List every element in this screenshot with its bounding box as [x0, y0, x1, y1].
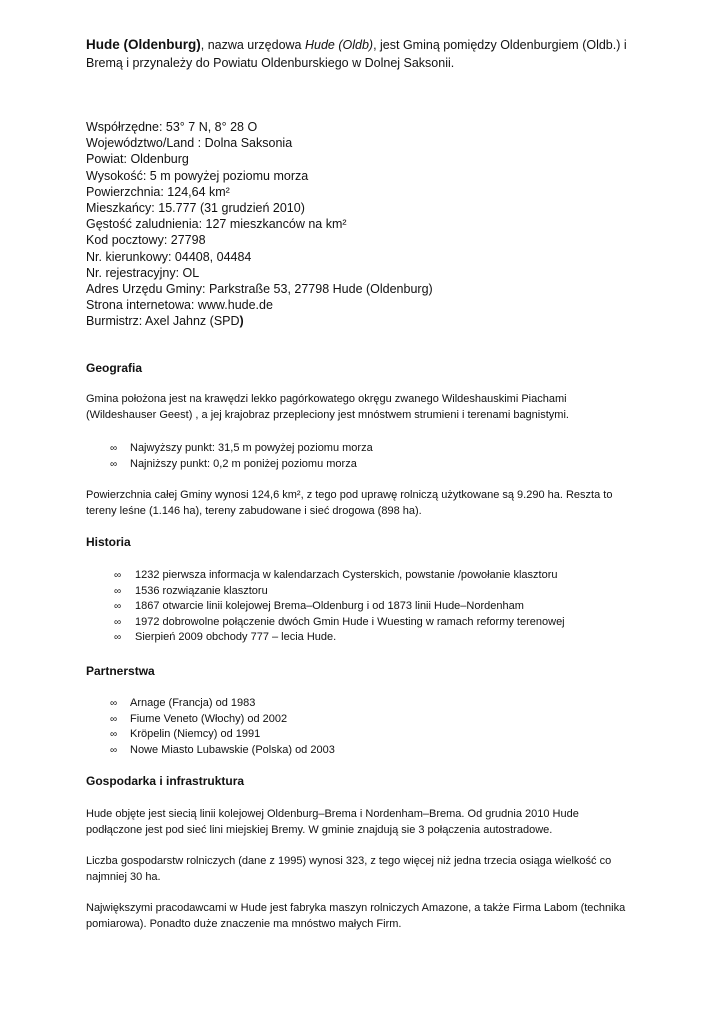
fact-coordinates: Współrzędne: 53° 7 N, 8° 28 O [86, 120, 258, 134]
fact-registration: Nr. rejestracyjny: OL [86, 265, 200, 280]
bullet-glyph: ∞ [110, 729, 118, 740]
list-item: ∞ 1867 otwarcie linii kolejowej Brema–Oldenburg i od 1873 linii Hude–Nordenham [114, 599, 565, 615]
partnerstwa-bullet-list [110, 696, 335, 758]
gospodarka-p3-line-2: pomiarowa). Ponadto duże znaczenie ma mnóstwo małych Firm. [86, 918, 402, 930]
fact-area-code: Nr. kierunkowy: 04408, 04484 [86, 249, 252, 264]
list-item: ∞ Sierpień 2009 obchody 777 – lecia Hude. [114, 630, 565, 646]
mayor-text: Burmistrz: Axel Jahnz (SPD [86, 314, 240, 329]
fact-state: Województwo/Land : Dolna Saksonia [86, 136, 293, 151]
heading-gospodarka: Gospodarka i infrastruktura [86, 774, 245, 788]
facts-list [86, 119, 646, 330]
gospodarka-p2-line-1: Liczba gospodarstw rolniczych (dane z 1995) wynosi 323, z tego więcej niż jedna trzecia osiąga wielkość co [86, 855, 612, 867]
fact-website: Strona internetowa: www.hude.de [86, 298, 273, 313]
fact-district: Powiat: Oldenburg [86, 152, 189, 167]
bullet-glyph: ∞ [114, 585, 122, 597]
geografia-paragraph-1 [86, 391, 626, 423]
fact-postal-code: Kod pocztowy: 27798 [86, 233, 206, 248]
gospodarka-paragraph-2 [86, 853, 626, 885]
intro-paragraph [86, 36, 646, 72]
gospodarka-p2-line-2: najmniej 30 ha. [86, 871, 161, 883]
document-title: Hude (Oldenburg) [86, 37, 201, 52]
list-item: ∞ Nowe Miasto Lubawskie (Polska) od 2003 [110, 743, 335, 759]
mayor-paren: ) [239, 314, 244, 329]
intro-line-2: Bremą i przynależy do Powiatu Oldenburskiego w Dolnej Saksonii. [86, 56, 455, 70]
intro-text-b: , jest Gminą pomiędzy Oldenburgiem (Oldb.) i [373, 38, 627, 52]
intro-text-a: , nazwa urzędowa [200, 38, 305, 52]
geografia-bullet-list [110, 441, 373, 472]
bullet-glyph: ∞ [114, 570, 122, 581]
bullet-glyph: ∞ [110, 458, 118, 470]
bullet-glyph: ∞ [110, 744, 118, 756]
gospodarka-p1-line-2: podłączone jest pod sieć lini miejskiej Bremy. W gminie znajdują sie 3 połączenia autostradowe. [86, 824, 553, 836]
geografia-p1-line-1: Gmina położona jest na krawędzi lekko pagórkowatego okręgu zwanego Wildeshauskimi Piachami [86, 393, 567, 405]
fact-population: Mieszkańcy: 15.777 (31 grudzień 2010) [86, 201, 305, 216]
fact-office-address: Adres Urzędu Gminy: Parkstraße 53, 27798 Hude (Oldenburg) [86, 282, 433, 297]
bullet-glyph: ∞ [114, 632, 122, 643]
list-item: ∞ 1536 rozwiązanie klasztoru [114, 584, 565, 600]
list-item: ∞ Arnage (Francja) od 1983 [110, 696, 335, 712]
bullet-glyph: ∞ [114, 616, 122, 628]
historia-bullet-list [114, 568, 565, 646]
list-item: ∞ Najniższy punkt: 0,2 m poniżej poziomu morza [110, 457, 373, 473]
geografia-p2-line-1: Powierzchnia całej Gminy wynosi 124,6 km², z tego pod uprawę rolniczą użytkowane są 9.290 ha. Reszta to [86, 489, 613, 501]
official-name: Hude (Oldb) [304, 38, 374, 52]
fact-mayor [86, 313, 646, 329]
list-item: ∞ Najwyższy punkt: 31,5 m powyżej poziomu morza [110, 441, 373, 457]
fact-density: Gęstość zaludnienia: 127 mieszkanców na km² [86, 217, 347, 232]
geografia-p1-line-2: (Wildeshauser Geest) , a jej krajobraz przepleciony jest mnóstwem strumieni i terenami bagnistymi. [86, 409, 569, 421]
bullet-glyph: ∞ [110, 443, 118, 454]
heading-historia: Historia [86, 535, 131, 549]
heading-geografia: Geografia [86, 361, 143, 375]
fact-area: Powierzchnia: 124,64 km² [86, 184, 230, 199]
gospodarka-paragraph-3 [86, 900, 626, 932]
fact-elevation: Wysokość: 5 m powyżej poziomu morza [86, 168, 309, 183]
bullet-glyph: ∞ [114, 601, 122, 612]
bullet-glyph: ∞ [110, 698, 118, 709]
list-item: ∞ Kröpelin (Niemcy) od 1991 [110, 727, 335, 743]
geografia-paragraph-2 [86, 487, 626, 519]
gospodarka-p3-line-1: Największymi pracodawcami w Hude jest fabryka maszyn rolniczych Amazone, a także Firma Labom (technika [86, 902, 626, 914]
geografia-p2-line-2: tereny leśne (1.146 ha), tereny zabudowane i sieć drogowa (898 ha). [86, 505, 422, 517]
list-item: ∞ Fiume Veneto (Włochy) od 2002 [110, 712, 335, 728]
gospodarka-paragraph-1 [86, 806, 626, 838]
list-item: ∞ 1972 dobrowolne połączenie dwóch Gmin Hude i Wuesting w ramach reformy terenowej [114, 615, 565, 631]
list-item: ∞ 1232 pierwsza informacja w kalendarzach Cysterskich, powstanie /powołanie klasztoru [114, 568, 565, 584]
bullet-glyph: ∞ [110, 713, 118, 725]
gospodarka-p1-line-1: Hude objęte jest siecią linii kolejowej Oldenburg–Brema i Nordenham–Brema. Od grudnia 2010 Hude [86, 808, 579, 820]
heading-partnerstwa: Partnerstwa [86, 664, 155, 678]
